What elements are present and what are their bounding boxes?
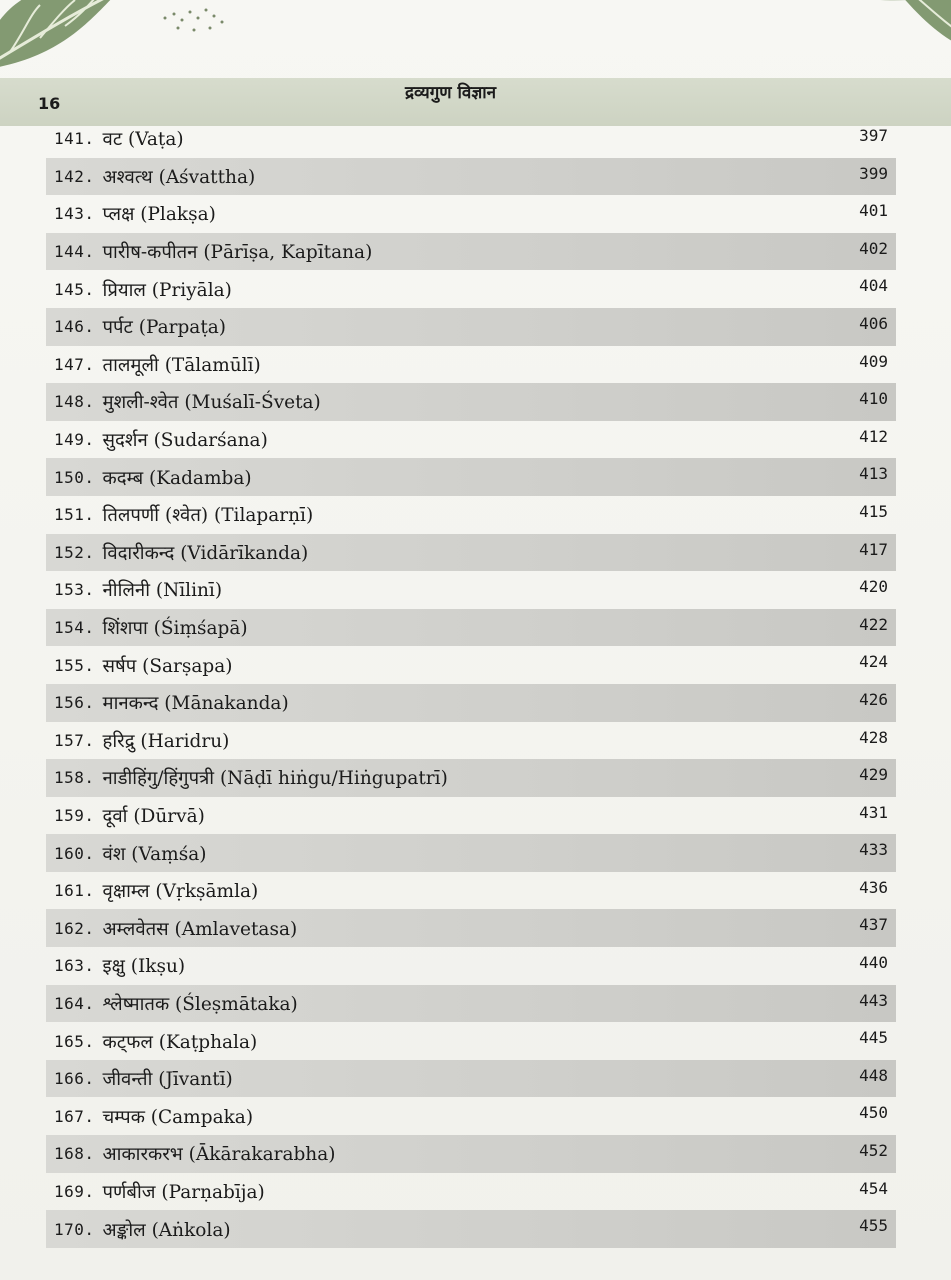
- entry-title: पर्णबीज (Parṇabīja): [102, 1181, 265, 1203]
- entry-title: तालमूली (Tālamūlī): [102, 354, 261, 376]
- toc-row: [46, 1060, 896, 1098]
- entry-title: अश्वत्थ (Aśvattha): [102, 166, 256, 188]
- leaf-decoration-icon: [0, 0, 140, 80]
- entry-number: 146.: [54, 317, 95, 337]
- entry-title: वंश (Vaṃśa): [102, 843, 207, 865]
- entry-number: 148.: [54, 392, 95, 412]
- toc-row: [46, 534, 896, 572]
- entry-number: 166.: [54, 1069, 95, 1089]
- entry-title: नाडीहिंगु/हिंगुपत्री (Nāḍī hiṅgu/Hiṅgupatrī): [102, 768, 448, 790]
- entry-number: 162.: [54, 918, 95, 938]
- entry-title: वट (Vaṭa): [102, 129, 184, 151]
- entry-page: 415: [859, 501, 888, 521]
- page-number: 16: [38, 94, 61, 113]
- entry-title: जीवन्ती (Jīvantī): [102, 1069, 233, 1091]
- entry-title: पर्पट (Parpaṭa): [102, 317, 227, 339]
- leaf-decoration-icon: [771, 0, 951, 80]
- entry-number: 169.: [54, 1181, 95, 1201]
- entry-page: 397: [859, 126, 888, 145]
- entry-page: 402: [859, 238, 888, 258]
- entry-title: आकारकरभ (Ākārakarabha): [102, 1144, 336, 1166]
- entry-number: 152.: [54, 542, 95, 562]
- entry-number: 158.: [54, 768, 95, 788]
- entry-page: 426: [859, 689, 888, 709]
- toc-row: [46, 346, 896, 384]
- running-title: द्रव्यगुण विज्ञान: [405, 83, 497, 103]
- toc-row: [46, 571, 896, 609]
- toc-row: [46, 308, 896, 346]
- entry-title: प्लक्ष (Plakṣa): [102, 204, 216, 226]
- entry-number: 147.: [54, 354, 95, 374]
- table-of-contents: [46, 120, 896, 1248]
- toc-row: [46, 759, 896, 797]
- toc-row: [46, 120, 896, 158]
- entry-number: 170.: [54, 1219, 95, 1239]
- entry-title: नीलिनी (Nīlinī): [102, 580, 223, 602]
- entry-page: 422: [859, 614, 888, 634]
- entry-number: 163.: [54, 956, 95, 976]
- entry-title: शिंशपा (Śiṃśapā): [102, 618, 248, 640]
- entry-title: प्रियाल (Priyāla): [102, 279, 232, 301]
- toc-row: [46, 270, 896, 308]
- entry-title: सर्षप (Sarṣapa): [102, 655, 233, 677]
- entry-number: 157.: [54, 730, 95, 750]
- entry-page: 450: [859, 1103, 888, 1123]
- entry-page: 433: [859, 840, 888, 860]
- toc-row: [46, 158, 896, 196]
- toc-row: [46, 797, 896, 835]
- entry-title: अम्लवेतस (Amlavetasa): [102, 918, 298, 940]
- entry-title: मुशली-श्वेत (Muśalī-Śveta): [102, 392, 321, 414]
- entry-title: हरिद्रु (Haridru): [102, 730, 230, 752]
- entry-page: 409: [859, 351, 888, 371]
- entry-page: 436: [859, 877, 888, 897]
- entry-page: 455: [859, 1216, 888, 1236]
- entry-number: 144.: [54, 242, 95, 262]
- toc-row: [46, 909, 896, 947]
- entry-number: 141.: [54, 129, 95, 149]
- entry-number: 149.: [54, 430, 95, 450]
- toc-row: [46, 1210, 896, 1248]
- entry-number: 143.: [54, 204, 95, 224]
- entry-title: विदारीकन्द (Vidārīkanda): [102, 542, 309, 564]
- toc-row: [46, 195, 896, 233]
- entry-page: 431: [859, 802, 888, 822]
- entry-page: 428: [859, 727, 888, 747]
- entry-number: 164.: [54, 993, 95, 1013]
- entry-page: 406: [859, 313, 888, 333]
- entry-title: अङ्कोल (Aṅkola): [102, 1219, 231, 1241]
- entry-title: दूर्वा (Dūrvā): [102, 805, 205, 827]
- entry-page: 401: [859, 201, 888, 221]
- entry-page: 443: [859, 990, 888, 1010]
- entry-number: 168.: [54, 1144, 95, 1164]
- entry-title: सुदर्शन (Sudarśana): [102, 430, 268, 452]
- entry-page: 404: [859, 276, 888, 296]
- entry-title: चम्पक (Campaka): [102, 1106, 254, 1128]
- entry-number: 151.: [54, 505, 95, 525]
- entry-page: 440: [859, 953, 888, 973]
- entry-number: 150.: [54, 467, 95, 487]
- entry-title: श्लेष्मातक (Śleṣmātaka): [102, 993, 298, 1015]
- entry-number: 161.: [54, 881, 95, 901]
- entry-title: तिलपर्णी (श्वेत) (Tilaparṇī): [102, 505, 314, 527]
- toc-row: [46, 646, 896, 684]
- toc-row: [46, 947, 896, 985]
- dots-decoration-icon: [160, 6, 230, 36]
- entry-page: 454: [859, 1178, 888, 1198]
- entry-number: 156.: [54, 693, 95, 713]
- toc-row: [46, 1135, 896, 1173]
- entry-number: 155.: [54, 655, 95, 675]
- toc-row: [46, 834, 896, 872]
- entry-title: मानकन्द (Mānakanda): [102, 693, 289, 715]
- toc-row: [46, 383, 896, 421]
- toc-row: [46, 1022, 896, 1060]
- entry-page: 413: [859, 464, 888, 484]
- entry-page: 420: [859, 577, 888, 597]
- entry-number: 159.: [54, 805, 95, 825]
- toc-row: [46, 233, 896, 271]
- entry-number: 160.: [54, 843, 95, 863]
- entry-title: इक्षु (Ikṣu): [102, 956, 186, 978]
- toc-row: [46, 421, 896, 459]
- entry-number: 142.: [54, 166, 95, 186]
- entry-page: 417: [859, 539, 888, 559]
- entry-number: 153.: [54, 580, 95, 600]
- entry-page: 412: [859, 426, 888, 446]
- entry-title: कट्फल (Kaṭphala): [102, 1031, 258, 1053]
- entry-number: 154.: [54, 618, 95, 638]
- entry-page: 399: [859, 163, 888, 183]
- toc-row: [46, 1097, 896, 1135]
- entry-number: 145.: [54, 279, 95, 299]
- toc-row: [46, 1173, 896, 1211]
- entry-page: 424: [859, 652, 888, 672]
- entry-number: 167.: [54, 1106, 95, 1126]
- entry-page: 437: [859, 915, 888, 935]
- toc-row: [46, 609, 896, 647]
- toc-row: [46, 684, 896, 722]
- entry-title: वृक्षाम्ल (Vṛkṣāmla): [102, 881, 259, 903]
- entry-title: पारीष-कपीतन (Pārīṣa, Kapītana): [102, 242, 373, 264]
- toc-row: [46, 985, 896, 1023]
- toc-row: [46, 722, 896, 760]
- entry-page: 410: [859, 389, 888, 409]
- toc-row: [46, 458, 896, 496]
- entry-page: 445: [859, 1028, 888, 1048]
- toc-row: [46, 496, 896, 534]
- entry-page: 452: [859, 1141, 888, 1161]
- entry-page: 429: [859, 765, 888, 785]
- entry-title: कदम्ब (Kadamba): [102, 467, 252, 489]
- entry-number: 165.: [54, 1031, 95, 1051]
- toc-row: [46, 872, 896, 910]
- entry-page: 448: [859, 1065, 888, 1085]
